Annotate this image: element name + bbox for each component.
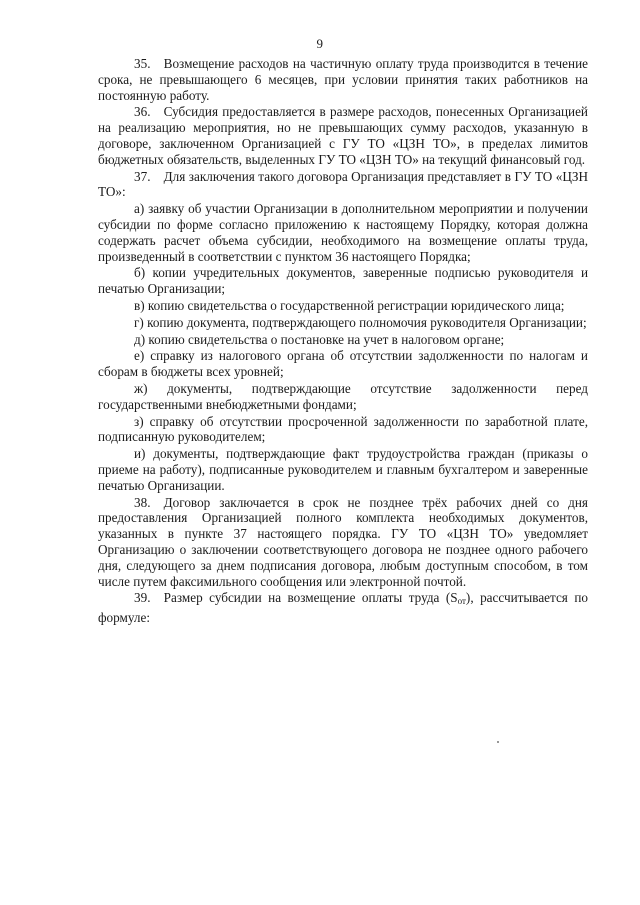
- scan-speck: [497, 741, 499, 743]
- paragraph-37-item-i: и) документы, подтверждающие факт трудоустройства граждан (приказы о приеме на работу), подписанные руководителем и главным бухгалтером и заверенные печатью Организации.: [98, 446, 588, 493]
- paragraph-36: 36. Субсидия предоставляется в размере расходов, понесенных Организацией на реализацию мероприятия, но не превышающих сумму расходов, указанную в договоре, заключенном Организацией с ГУ ТО «ЦЗН ТО», в пределах лимитов бюджетных обязательств, выделенных ГУ ТО «ЦЗН ТО» на текущий финансовый год.: [98, 104, 588, 167]
- paragraph-37-item-zh: ж) документы, подтверждающие отсутствие задолженности перед государственными внебюджетными фондами;: [98, 380, 588, 412]
- paragraph-37-item-z: з) справку об отсутствии просроченной задолженности по заработной плате, подписанную руководителем;: [98, 413, 588, 445]
- paragraph-37-item-e: е) справку из налогового органа об отсутствии задолженности по налогам и сборам в бюджеты всех уровней;: [98, 348, 588, 380]
- page-number: 9: [316, 36, 324, 51]
- paragraph-37-item-b: б) копии учредительных документов, заверенные подписью руководителя и печатью Организации;: [98, 265, 588, 297]
- document-body: [98, 56, 588, 627]
- paragraph-39-lead: 39. Размер субсидии на возмещение оплаты труда (S: [134, 590, 458, 606]
- paragraph-39-tail: ), рассчитывается по формуле:: [98, 590, 588, 626]
- paragraph-37-item-v: в) копию свидетельства о государственной регистрации юридического лица;: [134, 297, 565, 313]
- paragraph-37: 37. Для заключения такого договора Организация представляет в ГУ ТО «ЦЗН ТО»:: [98, 168, 588, 200]
- paragraph-38: 38. Договор заключается в срок не позднее трёх рабочих дней со дня предоставления Организацией полного комплекта необходимых документов, указанных в пункте 37 настоящего порядка. ГУ ТО «ЦЗН ТО» уведомляет Организацию о заключении соответствующего договора не позднее одного рабочего дня, следующего за днем подписания договора, любым доступным способом, в том числе путем факсимильного сообщения или электронной почтой.: [98, 494, 588, 589]
- paragraph-37-item-g: г) копию документа, подтверждающего полномочия руководителя Организации;: [134, 314, 587, 330]
- subsidy-symbol-subscript: от: [457, 596, 466, 607]
- paragraph-37-item-d: д) копию свидетельства о постановке на учет в налоговом органе;: [134, 331, 505, 347]
- paragraph-39: [98, 590, 588, 626]
- paragraph-35: 35. Возмещение расходов на частичную оплату труда производится в течение срока, не превышающего 6 месяцев, при условии принятия таких работников на постоянную работу.: [98, 56, 588, 103]
- paragraph-37-item-a: а) заявку об участии Организации в дополнительном мероприятии и получении субсидии по форме согласно приложению к настоящему Порядку, которая должна содержать расчет объема субсидии, необходимого на возмещение оплаты труда, произведенный в соответствии с пунктом 36 настоящего Порядка;: [98, 201, 588, 264]
